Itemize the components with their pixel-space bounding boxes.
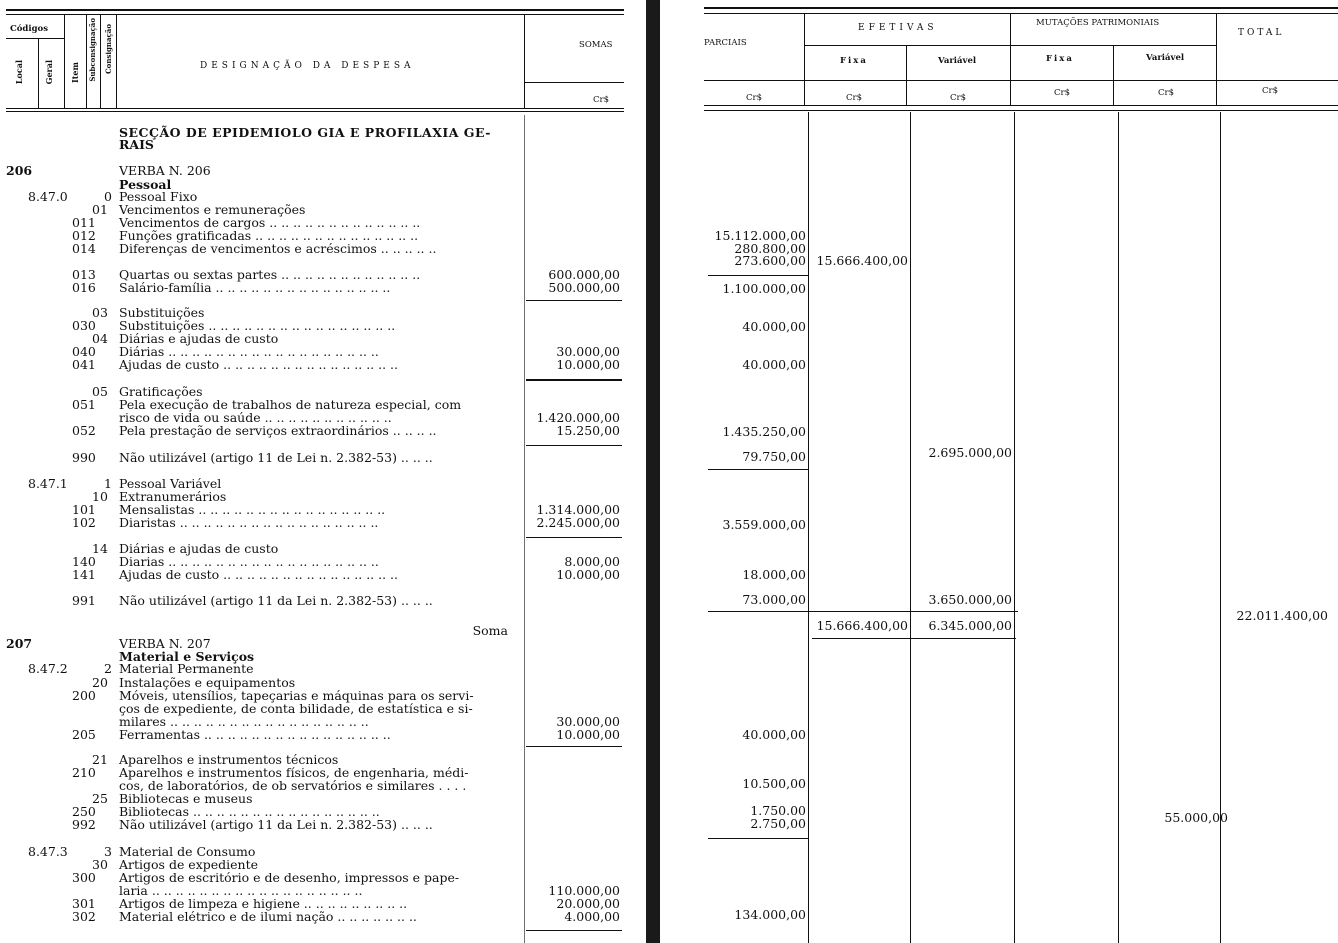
expense-code: 205 xyxy=(72,727,96,742)
amount-parciais: 1.750.00 xyxy=(750,803,806,818)
col-subconsignacao-label: Subconsignação xyxy=(88,18,97,82)
expense-description: Ferramentas .. .. .. .. .. .. .. .. .. .. .. .. .. .. .. .. xyxy=(119,727,391,742)
expense-code: 301 xyxy=(72,896,96,911)
expense-value: 10.000,00 xyxy=(556,357,620,372)
expense-code: 991 xyxy=(72,593,96,608)
codigos-rule xyxy=(6,38,64,39)
expense-code: 102 xyxy=(72,515,96,530)
amount-parciais: 2.750,00 xyxy=(750,816,806,831)
consignacao-code: 3 xyxy=(104,844,112,859)
expense-description: Artigos de escritório e de desenho, impressos e pape- xyxy=(119,870,460,885)
amount-variavel: 3.650.000,00 xyxy=(928,592,1012,607)
expense-description: Material Permanente xyxy=(119,661,254,676)
currency-total: Cr$ xyxy=(1262,86,1278,96)
expense-code: 300 xyxy=(72,870,96,885)
amount-parciais: 134.000,00 xyxy=(734,907,806,922)
amount-variavel: 6.345.000,00 xyxy=(928,618,1012,633)
expense-description: Bibliotecas .. .. .. .. .. .. .. .. .. .. .. .. .. .. .. .. xyxy=(119,804,380,819)
currency-variavel-mut: Cr$ xyxy=(1158,88,1174,98)
expense-code: 101 xyxy=(72,502,96,517)
expense-value: 4.000,00 xyxy=(564,909,620,924)
column-line xyxy=(910,112,911,943)
header-divider xyxy=(1216,13,1217,105)
consignacao-code: 20 xyxy=(92,675,108,690)
expense-description: Não utilizável (artigo 11 da Lei n. 2.382-53) .. .. .. xyxy=(119,593,433,608)
currency-fixa: Cr$ xyxy=(846,93,862,103)
col-item-label: Item xyxy=(70,62,80,83)
fixa-label: Fixa xyxy=(840,56,868,66)
expense-description: Artigos de expediente xyxy=(119,857,259,872)
sum-rule xyxy=(526,746,622,747)
expense-code: 992 xyxy=(72,817,96,832)
header-divider xyxy=(1113,45,1114,105)
expense-value: 10.000,00 xyxy=(556,567,620,582)
book-binding xyxy=(646,0,660,943)
somas-currency-rule xyxy=(524,82,624,83)
section-title-line-2: RAIS xyxy=(119,137,154,152)
expense-description: Pessoal Fixo xyxy=(119,189,198,204)
expense-code: 8.47.2 xyxy=(28,661,68,676)
soma-label: Soma xyxy=(472,623,508,638)
header-divider xyxy=(116,14,117,108)
expense-code: 016 xyxy=(72,280,96,295)
top-rule-thin xyxy=(6,14,624,15)
expense-description: Vencimentos de cargos .. .. .. .. .. .. .. .. .. .. .. .. .. xyxy=(119,215,421,230)
expense-value: 600.000,00 xyxy=(548,267,620,282)
expense-code: 011 xyxy=(72,215,96,230)
col-consignacao-label: Consignação xyxy=(104,24,113,74)
expense-value: 1.420.000,00 xyxy=(536,410,620,425)
expense-description: risco de vida ou saúde .. .. .. .. .. .. .. .. .. .. .. xyxy=(119,410,392,425)
expense-description: Salário-família .. .. .. .. .. .. .. .. .. .. .. .. .. .. .. xyxy=(119,280,391,295)
expense-description: Material elétrico e de ilumi nação .. .. .. .. .. .. .. xyxy=(119,909,417,924)
sum-rule xyxy=(526,930,622,931)
amount-parciais: 40.000,00 xyxy=(742,727,806,742)
expense-code: 012 xyxy=(72,228,96,243)
verba-code: 207 xyxy=(6,636,33,651)
expense-description: Instalações e equipamentos xyxy=(119,675,296,690)
col-local-label: Local xyxy=(14,60,24,85)
header-bottom-rule-2 xyxy=(6,111,624,112)
consignacao-code: 01 xyxy=(92,202,108,217)
expense-code: 141 xyxy=(72,567,96,582)
amount-parciais: 3.559.000,00 xyxy=(722,517,806,532)
sum-rule xyxy=(526,300,622,301)
expense-description: Diárias e ajudas de custo xyxy=(119,541,279,556)
expense-description: Pela prestação de serviços extraordinários .. .. .. .. xyxy=(119,423,437,438)
amount-fixa: 15.666.400,00 xyxy=(816,253,908,268)
expense-description: Diárias e ajudas de custo xyxy=(119,331,279,346)
column-line xyxy=(1014,112,1015,943)
expense-value: 10.000,00 xyxy=(556,727,620,742)
amount-parciais: 18.000,00 xyxy=(742,567,806,582)
expense-description: ços de expediente, de conta bilidade, de estatística e si- xyxy=(119,701,473,716)
top-rule-thin xyxy=(704,13,1338,14)
expense-description: Diferenças de vencimentos e acréscimos .. .. .. .. .. xyxy=(119,241,437,256)
expense-description: Material e Serviços xyxy=(119,649,255,664)
top-rule xyxy=(704,7,1338,9)
amount-parciais: 15.112.000,00 xyxy=(714,228,806,243)
expense-code: 051 xyxy=(72,397,96,412)
header-divider xyxy=(38,38,39,108)
expense-value: 30.000,00 xyxy=(556,344,620,359)
header-divider xyxy=(86,14,87,108)
consignacao-code: 14 xyxy=(92,541,108,556)
verba-code: 206 xyxy=(6,163,33,178)
expense-code: 200 xyxy=(72,688,96,703)
fixa-mut-label: Fixa xyxy=(1046,54,1074,64)
expense-code: 8.47.1 xyxy=(28,476,68,491)
expense-description: Diárias .. .. .. .. .. .. .. .. .. .. .. .. .. .. .. .. .. .. xyxy=(119,344,379,359)
currency-rule xyxy=(704,80,1338,81)
amount-parciais: 1.435.250,00 xyxy=(722,424,806,439)
expense-description: Não utilizável (artigo 11 de Lei n. 2.382-53) .. .. .. xyxy=(119,450,433,465)
expense-code: 013 xyxy=(72,267,96,282)
amount-fixa: 15.666.400,00 xyxy=(816,618,908,633)
sum-rule xyxy=(708,469,808,470)
header-divider xyxy=(1010,13,1011,105)
expense-code: 302 xyxy=(72,909,96,924)
expense-description: Pessoal xyxy=(119,177,172,192)
expense-description: Quartas ou sextas partes .. .. .. .. .. .. .. .. .. .. .. .. xyxy=(119,267,421,282)
somas-label: SOMAS xyxy=(579,40,613,50)
expense-value: 15.250,00 xyxy=(556,423,620,438)
currency-parciais: Cr$ xyxy=(746,93,762,103)
header-bottom-rule xyxy=(6,108,624,109)
expense-value: 8.000,00 xyxy=(564,554,620,569)
expense-code: 990 xyxy=(72,450,96,465)
sum-rule xyxy=(812,638,1016,639)
consignacao-code: 04 xyxy=(92,331,108,346)
currency-fixa-mut: Cr$ xyxy=(1054,88,1070,98)
expense-value: 20.000,00 xyxy=(556,896,620,911)
expense-value: 1.314.000,00 xyxy=(536,502,620,517)
amount-total: 22.011.400,00 xyxy=(1236,608,1328,623)
currency-variavel: Cr$ xyxy=(950,93,966,103)
expense-value: 2.245.000,00 xyxy=(536,515,620,530)
amount-parciais: 79.750,00 xyxy=(742,449,806,464)
expense-code: 030 xyxy=(72,318,96,333)
amount-variavel: 2.695.000,00 xyxy=(928,445,1012,460)
column-line xyxy=(808,112,809,943)
header-divider xyxy=(64,14,65,108)
expense-value: 500.000,00 xyxy=(548,280,620,295)
amount-mvar: 55.000,00 xyxy=(1164,810,1228,825)
sum-rule xyxy=(708,275,808,276)
expense-code: 040 xyxy=(72,344,96,359)
parciais-label: PARCIAIS xyxy=(704,38,747,48)
somas-currency: Cr$ xyxy=(593,95,609,105)
expense-description: Substituições .. .. .. .. .. .. .. .. .. .. .. .. .. .. .. .. xyxy=(119,318,396,333)
consignacao-code: 21 xyxy=(92,752,108,767)
expense-description: Pessoal Variável xyxy=(119,476,222,491)
expense-description: cos, de laboratórios, de ob servatórios e similares . . . . xyxy=(119,778,467,793)
expense-description: Vencimentos e remunerações xyxy=(119,202,306,217)
consignacao-code: 1 xyxy=(104,476,112,491)
column-line xyxy=(1118,112,1119,943)
amount-parciais: 40.000,00 xyxy=(742,319,806,334)
consignacao-code: 0 xyxy=(104,189,112,204)
header-divider xyxy=(906,45,907,105)
expense-description: Funções gratificadas .. .. .. .. .. .. .. .. .. .. .. .. .. .. xyxy=(119,228,419,243)
expense-description: Ajudas de custo .. .. .. .. .. .. .. .. .. .. .. .. .. .. .. xyxy=(119,357,398,372)
top-rule xyxy=(6,9,624,11)
expense-description: Mensalistas .. .. .. .. .. .. .. .. .. .. .. .. .. .. .. .. xyxy=(119,502,386,517)
header-divider xyxy=(524,14,525,108)
designacao-label: DESIGNAÇÃO DA DESPESA xyxy=(200,61,415,71)
expense-description: Aparelhos e instrumentos físicos, de engenharia, médi- xyxy=(119,765,469,780)
sum-rule xyxy=(526,445,622,446)
expense-description: Ajudas de custo .. .. .. .. .. .. .. .. .. .. .. .. .. .. .. xyxy=(119,567,398,582)
amount-parciais: 73.000,00 xyxy=(742,592,806,607)
expense-description: Extranumerários xyxy=(119,489,227,504)
amount-parciais: 10.500,00 xyxy=(742,776,806,791)
col-geral-label: Geral xyxy=(44,60,54,85)
consignacao-code: 25 xyxy=(92,791,108,806)
expense-description: Diaristas .. .. .. .. .. .. .. .. .. .. .. .. .. .. .. .. .. xyxy=(119,515,379,530)
expense-description: Diarias .. .. .. .. .. .. .. .. .. .. .. .. .. .. .. .. .. .. xyxy=(119,554,379,569)
expense-description: Bibliotecas e museus xyxy=(119,791,253,806)
expense-code: 052 xyxy=(72,423,96,438)
section-title-line-1: SECÇÃO DE EPIDEMIOLO GIA E PROFILAXIA GE- xyxy=(119,125,491,140)
amount-parciais: 40.000,00 xyxy=(742,357,806,372)
expense-description: Aparelhos e instrumentos técnicos xyxy=(119,752,339,767)
amount-parciais: 273.600,00 xyxy=(734,253,806,268)
expense-code: 014 xyxy=(72,241,96,256)
header-divider xyxy=(804,13,805,105)
sum-rule xyxy=(708,838,808,839)
consignacao-code: 30 xyxy=(92,857,108,872)
amount-parciais: 280.800,00 xyxy=(734,241,806,256)
variavel-mut-label: Variável xyxy=(1146,53,1185,63)
consignacao-code: 2 xyxy=(104,661,112,676)
expense-description: Artigos de limpeza e higiene .. .. .. .. .. .. .. .. .. xyxy=(119,896,408,911)
expense-value: 110.000,00 xyxy=(548,883,620,898)
expense-description: laria .. .. .. .. .. .. .. .. .. .. .. .. .. .. .. .. .. .. xyxy=(119,883,363,898)
header-bottom-rule-2 xyxy=(704,110,1338,111)
consignacao-code: 05 xyxy=(92,384,108,399)
sum-rule xyxy=(526,379,622,381)
expense-description: VERBA N. 206 xyxy=(119,163,211,178)
expense-description: milares .. .. .. .. .. .. .. .. .. .. .. .. .. .. .. .. .. xyxy=(119,714,369,729)
expense-description: Gratificações xyxy=(119,384,203,399)
expense-code: 041 xyxy=(72,357,96,372)
codigos-label: Códigos xyxy=(10,24,49,34)
consignacao-code: 10 xyxy=(92,489,108,504)
header-bottom-rule xyxy=(704,105,1338,106)
expense-description: Pela execução de trabalhos de natureza especial, com xyxy=(119,397,462,412)
consignacao-code: 03 xyxy=(92,305,108,320)
amount-parciais: 1.100.000,00 xyxy=(722,281,806,296)
mutacoes-label: MUTAÇÕES PATRIMONIAIS xyxy=(1036,18,1160,28)
expense-value: 30.000,00 xyxy=(556,714,620,729)
expense-code: 140 xyxy=(72,554,96,569)
sum-rule xyxy=(526,537,622,538)
header-divider xyxy=(100,14,101,108)
sum-rule xyxy=(708,611,1018,612)
somas-column-line xyxy=(524,115,525,943)
expense-code: 8.47.0 xyxy=(28,189,68,204)
variavel-label: Variável xyxy=(938,56,977,66)
expense-description: VERBA N. 207 xyxy=(119,636,211,651)
expense-code: 250 xyxy=(72,804,96,819)
expense-code: 8.47.3 xyxy=(28,844,68,859)
efetivas-label: EFETIVAS xyxy=(858,23,938,33)
total-label: TOTAL xyxy=(1238,28,1285,38)
expense-code: 210 xyxy=(72,765,96,780)
expense-description: Móveis, utensílios, tapeçarias e máquinas para os servi- xyxy=(119,688,474,703)
expense-description: Não utilizável (artigo 11 da Lei n. 2.382-53) .. .. .. xyxy=(119,817,433,832)
expense-description: Substituições xyxy=(119,305,205,320)
expense-description: Material de Consumo xyxy=(119,844,256,859)
